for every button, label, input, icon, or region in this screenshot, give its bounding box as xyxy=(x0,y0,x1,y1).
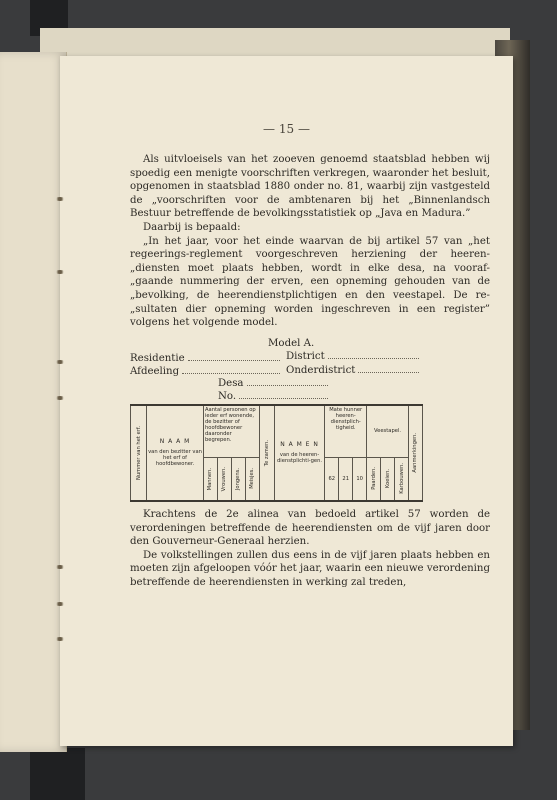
sub-vrouwen-label: Vrouwen. xyxy=(221,466,228,491)
col-aantal xyxy=(203,405,259,457)
sub-meisjes-label: Meisjes. xyxy=(249,468,256,490)
sub-karbouwen-label: Karbouwen. xyxy=(398,463,405,495)
district-label: District xyxy=(286,351,325,362)
sub-jongens xyxy=(231,457,245,501)
desa-label: Desa xyxy=(218,378,244,389)
col-nummer xyxy=(131,405,147,501)
form-desa xyxy=(218,376,328,389)
sub-vrouwen xyxy=(217,457,231,501)
left-facing-page xyxy=(0,52,67,752)
closing-paragraph-2: De volkstellingen zullen dus eens in de vijf jaren plaats hebben en moeten zijn afgeloopen vóór het jaar, waarin een nieuwe verordening betreffende de heerendiensten in werking zal treden, xyxy=(130,549,490,588)
col-namen-sub: van de heeren-dienstplichti-gen. xyxy=(277,452,323,464)
binding-hole xyxy=(55,396,65,400)
dotted-line xyxy=(239,389,328,399)
closing-paragraph-1: Krachtens de 2e alinea van bedoeld artikel 57 worden de verordeningen betreffende de heerendiensten om de vijf jaren door den Gouverneur-Generaal herzien. xyxy=(130,509,490,548)
dotted-line xyxy=(182,364,280,374)
col-nummer-label: Nummer van het erf. xyxy=(135,425,142,481)
closing-block xyxy=(130,508,490,590)
model-title: Model A. xyxy=(268,338,315,349)
sub-21: 21 xyxy=(339,457,353,501)
quote-paragraph: „In het jaar, voor het einde waarvan de bij artikel 57 van „het regeerings-reglement voorgeschreven herziening der heeren- „diensten moet plaats hebben, wordt in elke desa, na vooraf- „gaande nummering der erven, een opneming gehouden van de „bevolking, de heerendienstplichtigen en den veestapel. De re- „sultaten dier opneming worden ingeschreven in een register” volgens het volgende model. xyxy=(130,235,490,329)
binding-hole xyxy=(55,197,65,201)
col-mate-label: Mate hunner heeren-dienstplich-tigheid. xyxy=(329,407,363,431)
afdeeling-label: Afdeeling xyxy=(130,366,180,377)
col-aanmerkingen-label: Aanmerkingen. xyxy=(412,433,419,473)
col-aantal-label: Aantal personen op ieder erf wonende, de bezitter of hoofdbewoner daaronder begrepen. xyxy=(204,407,256,443)
page-number: — 15 — xyxy=(263,122,310,136)
onderdistrict-label: Onderdistrict xyxy=(286,365,356,376)
col-te-zamen xyxy=(259,405,274,501)
sub-paarden xyxy=(367,457,381,501)
form-no xyxy=(218,389,328,402)
sub-mannen xyxy=(203,457,217,501)
col-mate xyxy=(325,405,367,457)
intro-paragraph: Als uitvloeisels van het zooeven genoemd staatsblad hebben wij spoedig een menigte voorschriften verkregen, waaronder het besluit, opgenomen in staatsblad 1880 onder no. 81, waarbij zijn vastgesteld de „voorschriften voor de ambtenaren bij het „Binnenlandsch Bestuur betreffende de bevolkingsstatistiek op „Java en Madura.” xyxy=(130,154,490,220)
sub-mannen-label: Mannen. xyxy=(207,467,214,490)
binding-hole xyxy=(55,602,65,606)
dotted-line xyxy=(358,363,419,373)
binding-hole xyxy=(55,360,65,364)
dotted-line xyxy=(188,351,280,361)
sub-koeien-label: Koeien. xyxy=(384,469,391,489)
col-veestapel-label: Veestapel. xyxy=(374,428,402,435)
sub-karbouwen xyxy=(395,457,409,501)
binding-hole xyxy=(55,637,65,641)
form-residentie xyxy=(130,351,280,364)
col-namen-title: N A M E N xyxy=(280,441,319,448)
scanner-frame-bottom xyxy=(30,748,85,800)
dotted-line xyxy=(247,376,329,386)
dotted-line xyxy=(328,349,419,359)
sub-62: 62 xyxy=(325,457,339,501)
intro-block xyxy=(130,153,490,330)
col-naam-title: N A A M xyxy=(159,438,191,445)
col-naam xyxy=(147,405,204,501)
residentie-label: Residentie xyxy=(130,353,185,364)
sub-jongens-label: Jongens. xyxy=(235,467,242,490)
col-naam-sub: van den bezitter van het erf of hoofdbewoner. xyxy=(148,449,202,467)
binding-hole xyxy=(55,270,65,274)
col-aanmerkingen xyxy=(408,405,422,501)
sub-koeien xyxy=(381,457,395,501)
model-a-table xyxy=(130,404,423,502)
col-veestapel xyxy=(367,405,409,457)
sub-10: 10 xyxy=(353,457,367,501)
col-te-zamen-label: Te zamen. xyxy=(263,439,270,467)
sub-meisjes xyxy=(245,457,259,501)
binding-hole xyxy=(55,565,65,569)
bepaald-line: Daarbij is bepaald: xyxy=(143,221,241,233)
form-onderdistrict xyxy=(286,363,419,376)
col-namen xyxy=(274,405,324,501)
no-label: No. xyxy=(218,391,237,402)
sub-paarden-label: Paarden. xyxy=(370,467,377,491)
form-district xyxy=(286,349,419,362)
book-page xyxy=(60,56,513,746)
